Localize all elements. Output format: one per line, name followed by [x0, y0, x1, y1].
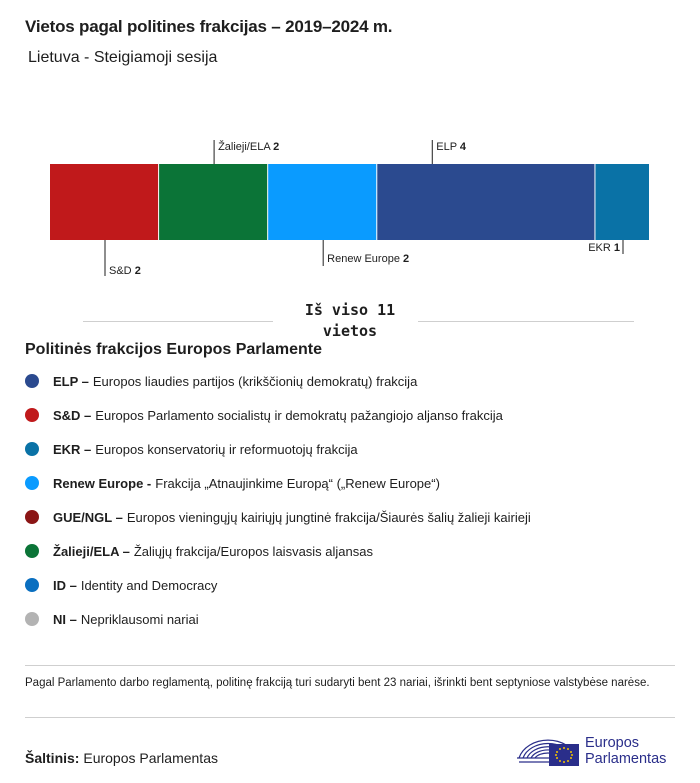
segment-label-2: [327, 253, 409, 265]
segment-name-3: ELP: [436, 141, 460, 153]
legend-abbr: Žalieji/ELA –: [53, 543, 130, 559]
bar-segment-2: [268, 164, 376, 240]
total-seats-line1: Iš viso 11: [304, 301, 396, 319]
segment-value-4: 1: [613, 242, 620, 254]
segment-label-3: [436, 141, 467, 153]
seat-bar-chart: [0, 130, 700, 285]
segment-label-1: [218, 140, 279, 153]
source-value: Europos Parlamentas: [83, 750, 218, 766]
total-seats-label: [275, 300, 425, 342]
logo-line1: Europos: [585, 735, 640, 751]
legend-abbr: NI –: [53, 611, 77, 627]
legend-dot-icon: [25, 544, 39, 558]
legend-item: [25, 473, 440, 493]
chart-subtitle: Lietuva - Steigiamoji sesija: [28, 49, 218, 66]
bar-segment-1: [159, 164, 267, 240]
legend-item: [25, 507, 531, 527]
legend-abbr: ID –: [53, 577, 77, 593]
segment-value-0: 2: [134, 265, 141, 277]
legend-item: [25, 541, 373, 561]
segment-label-4: [588, 242, 620, 254]
source-label: Šaltinis:: [25, 750, 80, 766]
legend-text: Žaliųjų frakcija/Europos laisvasis aljansas: [133, 543, 373, 559]
note-top-rule: [25, 665, 675, 666]
legend-abbr: Renew Europe -: [53, 475, 152, 491]
legend-item: [25, 575, 217, 595]
segment-name-2: Renew Europe: [327, 253, 404, 265]
segment-value-3: 4: [459, 141, 467, 153]
legend-text: Europos Parlamento socialistų ir demokratų pažangiojo aljanso frakcija: [95, 407, 503, 423]
legend-dot-icon: [25, 612, 39, 626]
legend-dot-icon: [25, 578, 39, 592]
legend-title: Politinės frakcijos Europos Parlamente: [25, 341, 322, 358]
bar-segment-0: [50, 164, 158, 240]
legend-text: Identity and Democracy: [80, 577, 218, 593]
segment-value-2: 2: [403, 253, 410, 265]
bar-segment-3: [377, 164, 594, 240]
legend-abbr: S&D –: [53, 407, 92, 423]
legend-text: Nepriklausomi nariai: [80, 611, 199, 627]
chart-title: Vietos pagal politines frakcijas – 2019–2024 m.: [25, 17, 393, 36]
segment-name-0: S&D: [109, 265, 135, 277]
total-seats-line2: vietos: [322, 322, 378, 340]
logo-line2: Parlamentas: [585, 751, 667, 767]
legend-dot-icon: [25, 442, 39, 456]
footnote: Pagal Parlamento darbo reglamentą, politinę frakciją turi sudaryti bent 23 nariai, išrinkti bent septyniose valstybėse narėse.: [25, 677, 650, 689]
legend-item: [25, 405, 503, 425]
segment-label-0: [109, 265, 141, 277]
legend-abbr: GUE/NGL –: [53, 509, 123, 525]
segment-name-1: Žalieji/ELA: [218, 141, 274, 153]
legend-dot-icon: [25, 374, 39, 388]
legend-text: Europos konservatorių ir reformuotojų frakcija: [95, 441, 358, 457]
total-left-rule: [83, 321, 273, 322]
segment-name-4: EKR: [588, 242, 614, 254]
legend-abbr: ELP –: [53, 373, 89, 389]
total-right-rule: [418, 321, 634, 322]
legend-text: Frakcija „Atnaujinkime Europą“ („Renew Europe“): [155, 475, 440, 491]
logo-wordmark: [585, 735, 666, 767]
legend-dot-icon: [25, 510, 39, 524]
source-line: [25, 750, 218, 766]
legend-abbr: EKR –: [53, 441, 92, 457]
legend-text: Europos vieningųjų kairiųjų jungtinė frakcija/Šiaurės šalių žalieji kairieji: [126, 509, 531, 525]
european-parliament-logo-icon: [515, 728, 581, 768]
legend-item: [25, 439, 358, 459]
bar-segment-4: [595, 164, 649, 240]
legend-dot-icon: [25, 476, 39, 490]
legend-dot-icon: [25, 408, 39, 422]
note-bottom-rule: [25, 717, 675, 718]
legend-text: Europos liaudies partijos (krikščionių demokratų) frakcija: [92, 373, 418, 389]
legend-item: [25, 609, 199, 629]
legend-item: [25, 371, 417, 391]
segment-value-1: 2: [273, 141, 280, 153]
